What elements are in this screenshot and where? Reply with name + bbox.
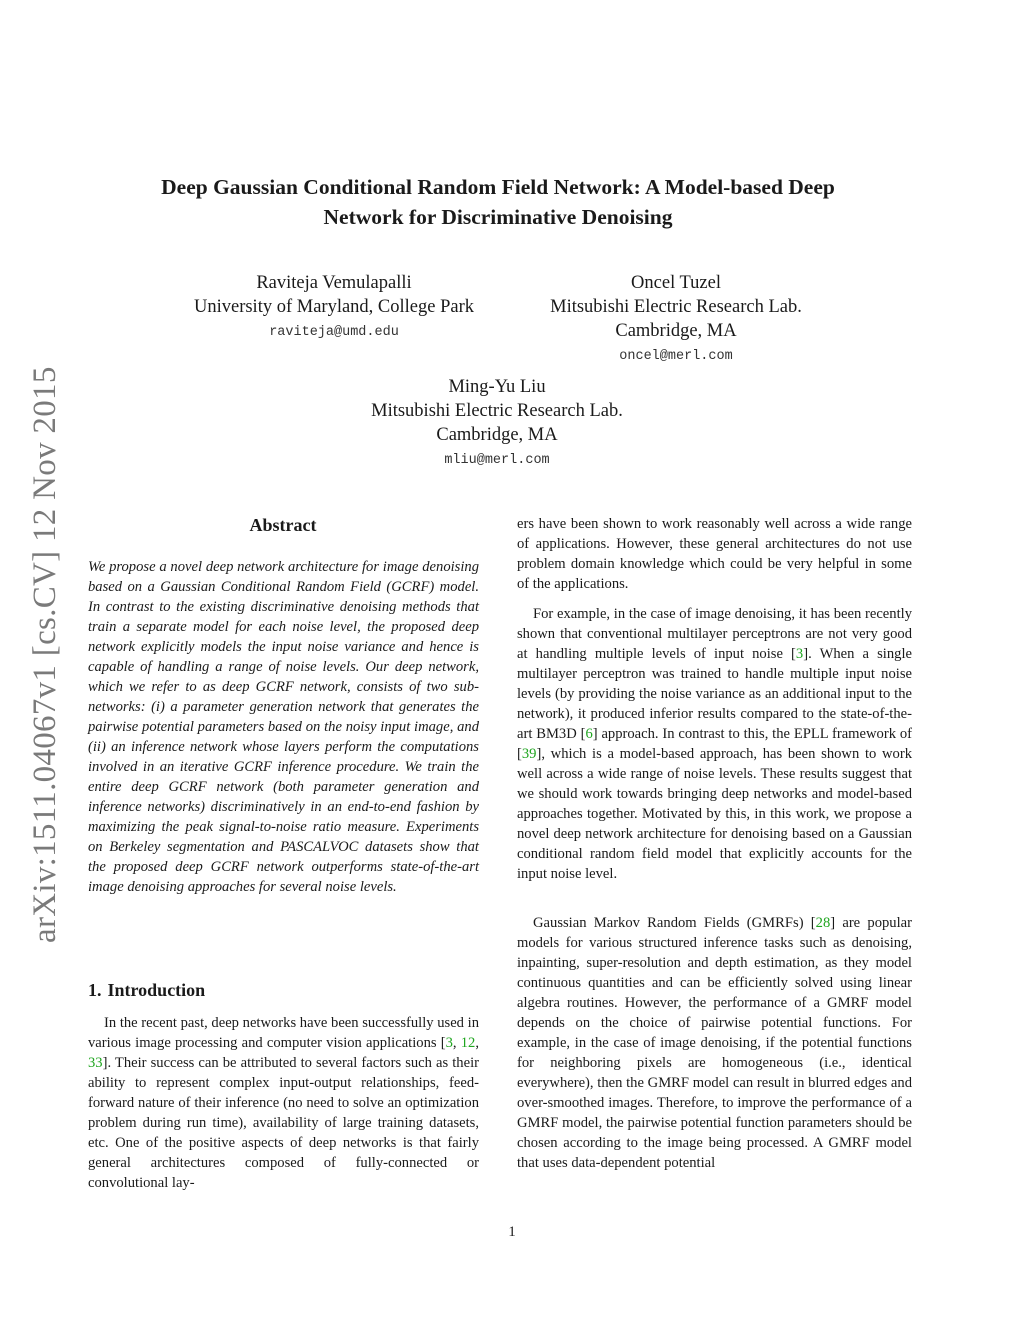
citation-link[interactable]: 28 — [815, 915, 831, 931]
page-number: 1 — [508, 1224, 516, 1240]
author-affiliation: Mitsubishi Electric Research Lab. — [371, 401, 623, 421]
intro-paragraph-1 — [88, 1013, 479, 1193]
author-block-tuzel — [526, 271, 826, 369]
author-name: Oncel Tuzel — [631, 273, 721, 293]
author-email[interactable]: oncel@merl.com — [619, 349, 733, 364]
citation-link[interactable]: 6 — [585, 726, 593, 742]
abstract-heading: Abstract — [249, 515, 317, 535]
author-block-vemulapalli — [164, 271, 504, 345]
author-affiliation: University of Maryland, College Park — [193, 297, 474, 317]
author-email[interactable]: raviteja@umd.edu — [269, 325, 399, 340]
author-name: Raviteja Vemulapalli — [256, 273, 412, 293]
section-heading-introduction — [88, 978, 205, 1002]
author-location: Cambridge, MA — [436, 425, 558, 445]
intro-paragraph-2 — [517, 604, 912, 884]
text-run: ]. Their success can be attributed to several factors such as their ability to represent complex input-output relationships, feed-forward nature of their inference (no need to solve an optimization problem during run time), availability of large training datasets, etc. One of the positive aspects of deep networks is that fairly general architectures composed of fully-connected or convolutional lay- — [88, 1055, 479, 1191]
text-run: ] approach. In contrast to this, the EPLL framework of [ — [517, 726, 912, 762]
citation-link[interactable]: 3 — [795, 646, 804, 662]
text-run: Gaussian Markov Random Fields (GMRFs) [ — [533, 915, 816, 931]
author-block-liu — [332, 375, 662, 473]
section-title: Introduction — [107, 980, 206, 1000]
arxiv-identifier-stamp: arXiv:1511.04067v1 [cs.CV] 12 Nov 2015 — [27, 366, 63, 943]
text-run: For example, in the case of image denoising, it has been recently shown that conventional multilayer perceptrons are not very good at handling multiple levels of input noise [ — [517, 606, 912, 662]
title-line-1: Deep Gaussian Conditional Random Field Network: A Model-based Deep — [161, 175, 835, 199]
abstract-text: We propose a novel deep network architecture for image denoising based on a Gaussian Conditional Random Field (GCRF) model. In contrast to the existing discriminative denoising methods that train a separate model for each noise level, the proposed deep network explicitly models the input noise variance and hence is capable of handling a range of noise levels. Our deep network, which we refer to as deep GCRF network, consists of two sub-networks: (i) a parameter generation network that generates the pairwise potential parameters based on the noisy input image, and (ii) an inference network whose layers perform the computations involved in an iterative GCRF inference procedure. We train the entire deep GCRF network (both parameter generation and inference networks) discriminatively in an end-to-end fashion by maximizing the peak signal-to-noise ratio measure. Experiments on Berkeley segmentation and PASCALVOC datasets show that the proposed deep GCRF network outperforms state-of-the-art image denoising approaches for several noise levels. — [88, 559, 479, 895]
text-run: In the recent past, deep networks have been successfully used in various image processing and computer vision applications [ — [88, 1015, 479, 1051]
title-line-2: Network for Discriminative Denoising — [323, 205, 673, 229]
text-run: ], which is a model-based approach, has been shown to work well across a wide range of noise levels. These results suggest that we should work towards bringing deep networks and model-based approaches together. Motivated by this, in this work, we propose a novel deep network architecture for denoising based on a Gaussian conditional random field model that explicitly accounts for the input noise level. — [517, 746, 912, 882]
intro-paragraph-1-continued: ers have been shown to work reasonably well across a wide range of applications. However, these general architectures do not use problem domain knowledge which could be very helpful in some of the applications. — [517, 516, 912, 592]
paper-title — [100, 172, 896, 232]
text-run: , — [452, 1035, 461, 1051]
intro-paragraph-3 — [517, 913, 912, 1173]
author-affiliation: Mitsubishi Electric Research Lab. — [550, 297, 802, 317]
author-location: Cambridge, MA — [615, 321, 737, 341]
citation-link[interactable]: 39 — [521, 746, 537, 762]
author-name: Ming-Yu Liu — [448, 377, 546, 397]
citation-link[interactable]: 3 — [445, 1035, 453, 1051]
text-run: ]. When a single multilayer perceptron was trained to handle multiple input noise levels (by providing the noise variance as an additional input to the network), it produced inferior results compared to the state-of-the-art BM3D [ — [517, 646, 912, 742]
text-run: ] are popular models for various structured inference tasks such as denoising, inpainting, super-resolution and depth estimation, as they model continuous quantities and can be efficiently solved using linear algebra routines. However, the performance of a GMRF model depends on the choice of pairwise potential functions. For example, in the case of image denoising, if the potential functions for neighboring pixels are homogeneous (i.e., identical everywhere), then the GMRF model can result in blurred edges and over-smoothed images. Therefore, to improve the performance of a GMRF model, the pairwise potential function parameters should be chosen according to the image being processed. A GMRF model that uses data-dependent potential — [517, 915, 912, 1171]
citation-link[interactable]: 33 — [88, 1055, 103, 1071]
citation-link[interactable]: 12 — [460, 1035, 476, 1051]
text-run: , — [475, 1035, 479, 1051]
section-number: 1. — [88, 980, 102, 1000]
author-email[interactable]: mliu@merl.com — [444, 453, 550, 468]
